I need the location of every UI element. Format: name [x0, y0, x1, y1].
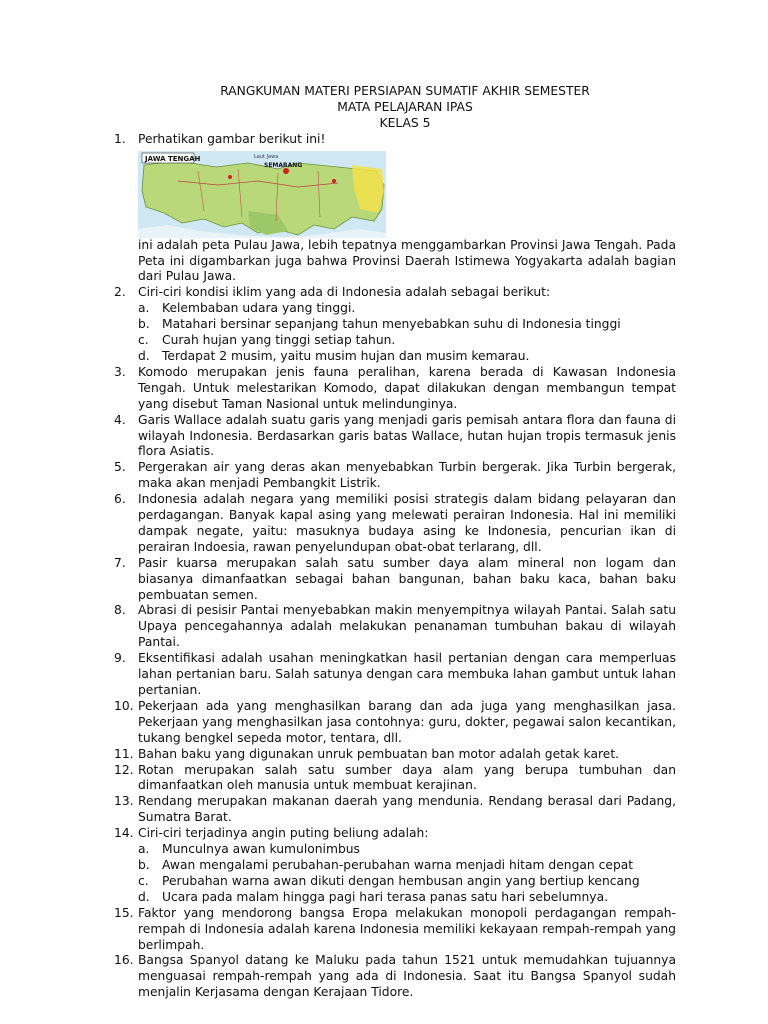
item-number: 1. [114, 131, 126, 146]
item-text: Abrasi di pesisir Pantai menyebabkan makin menyempitnya wilayah Pantai. Salah satu Upaya pencegahannya adalah melakukan penanaman tumbuhan bakau di wilayah Pantai. [138, 603, 676, 650]
sub-text: Awan mengalami perubahan-perubahan warna menjadi hitam dengan cepat [162, 857, 634, 872]
sub-list [138, 301, 676, 365]
sub-item [138, 842, 676, 858]
item-number: 16. [114, 953, 134, 968]
sub-letter: b. [138, 317, 150, 332]
map-row [138, 148, 676, 238]
item-number: 12. [114, 762, 134, 777]
list-item-14 [114, 826, 676, 906]
sub-text: Kelembaban udara yang tinggi. [162, 301, 356, 316]
map-title-label: JAWA TENGAH [145, 154, 201, 163]
item-number: 3. [114, 364, 126, 379]
sub-item [138, 301, 676, 317]
sub-letter: a. [138, 301, 150, 316]
sub-list [138, 842, 676, 906]
sub-text: Matahari bersinar sepanjang tahun menyebabkan suhu di Indonesia tinggi [162, 317, 621, 332]
sub-letter: b. [138, 857, 150, 872]
sub-text: Curah hujan yang tinggi setiap tahun. [162, 333, 396, 348]
sub-text: Ucara pada malam hingga pagi hari terasa panas satu hari sebelumnya. [162, 889, 609, 904]
list-item-2 [114, 285, 676, 365]
header-class: KELAS 5 [379, 115, 431, 130]
item-text: Faktor yang mendorong bangsa Eropa melakukan monopoli perdagangan rempah-rempah di Indonesia adalah karena Indonesia memiliki kekayaan rempah-rempah yang berlimpah. [138, 905, 676, 952]
header-subject: MATA PELAJARAN IPAS [337, 99, 473, 114]
item-text: Indonesia adalah negara yang memiliki posisi strategis dalam bidang pelayaran dan perdagangan. Banyak kapal asing yang melewati perairan Indonesia. Hal ini memiliki dampak negate, yaitu: masuknya budaya asing ke Indonesia, pencurian ikan di perairan Indoesia, rawan penyelundupan obat-obat terlarang, dll. [138, 492, 676, 554]
sub-item [138, 890, 676, 906]
list-item-7 [114, 556, 676, 604]
item-text: Perhatikan gambar berikut ini! [138, 131, 326, 146]
map-sea-label: Laut Jawa [254, 153, 279, 160]
item-text: Ciri-ciri kondisi iklim yang ada di Indonesia adalah sebagai berikut: [138, 285, 551, 300]
item-text: Pekerjaan ada yang menghasilkan barang dan ada juga yang menghasilkan jasa. Pekerjaan yang menghasilkan jasa contohnya: guru, dokter, pegawai salon kecantikan, tukang bengkel sepeda motor, tentara, dll. [138, 698, 676, 745]
list-item-10 [114, 699, 676, 747]
list-item-4 [114, 413, 676, 461]
item-number: 15. [114, 905, 134, 920]
item-number: 9. [114, 651, 126, 666]
item-number: 2. [114, 285, 126, 300]
item-number: 13. [114, 794, 134, 809]
item-text: Komodo merupakan jenis fauna peralihan, karena berada di Kawasan Indonesia Tengah. Untuk melestarikan Komodo, dapat dilakukan dengan membangun tempat yang disebut Taman Nasional untuk melindunginya. [138, 364, 676, 411]
sub-letter: d. [138, 889, 150, 904]
item-number: 10. [114, 698, 134, 713]
item-text: Eksentifikasi adalah usahan meningkatkan hasil pertanian dengan cara memperluas lahan pertanian baru. Salah satunya dengan cara membuka lahan gambut untuk lahan pertanian. [138, 651, 676, 697]
sub-item [138, 317, 676, 333]
item-number: 11. [114, 746, 134, 761]
item-text: Ciri-ciri terjadinya angin puting beliung adalah: [138, 826, 429, 841]
item-number: 5. [114, 460, 126, 475]
document-header [114, 84, 676, 132]
sub-item [138, 349, 676, 365]
list-item-9 [114, 651, 676, 699]
list-item-11 [114, 747, 676, 763]
item-text: Garis Wallace adalah suatu garis yang menjadi garis pemisah antara flora dan fauna di wilayah Indonesia. Berdasarkan garis batas Wallace, hutan hujan tropis termasuk jenis flora Asiatis. [138, 412, 676, 459]
map-city-label: SEMARANG [264, 161, 303, 169]
item-text-continued: ini adalah peta Pulau Jawa, lebih tepatnya menggambarkan Provinsi Jawa Tengah. Pada Peta ini digambarkan juga bahwa Provinsi Daerah Istimewa Yogyakarta adalah bagian dari Pulau Jawa. [138, 237, 676, 284]
sub-letter: a. [138, 842, 150, 857]
list-item-15 [114, 906, 676, 954]
item-number: 6. [114, 492, 126, 507]
list-item-1 [114, 132, 676, 286]
item-text: Bahan baku yang digunakan unruk pembuatan ban motor adalah getak karet. [138, 746, 620, 761]
sub-item [138, 333, 676, 349]
sub-letter: c. [138, 333, 149, 348]
item-number: 4. [114, 412, 126, 427]
item-text: Bangsa Spanyol datang ke Maluku pada tahun 1521 untuk memudahkan tujuannya menguasai rempah-rempah yang ada di Indonesia. Saat itu Bangsa Spanyol sudah menjalin Kerjasama dengan Kerajaan Tidore. [138, 953, 676, 1000]
item-text: Pergerakan air yang deras akan menyebabkan Turbin bergerak. Jika Turbin bergerak, maka akan menjadi Pembangkit Listrik. [138, 460, 676, 491]
list-item-16 [114, 953, 676, 1001]
list-item-8 [114, 603, 676, 651]
sub-item [138, 874, 676, 890]
sub-text: Terdapat 2 musim, yaitu musim hujan dan musim kemarau. [162, 348, 530, 363]
sub-item [138, 858, 676, 874]
item-text: Pasir kuarsa merupakan salah satu sumber daya alam mineral non logam dan biasanya dimanfaatkan sebagai bahan bangunan, bahan baku kaca, bahan baku pembuatan semen. [138, 555, 676, 602]
sub-text: Perubahan warna awan dikuti dengan hembusan angin yang bertiup kencang [162, 873, 640, 888]
list-item-6 [114, 492, 676, 556]
list-item-12 [114, 763, 676, 795]
list-item-13 [114, 794, 676, 826]
item-number: 7. [114, 555, 126, 570]
item-text: Rendang merupakan makanan daerah yang mendunia. Rendang berasal dari Padang, Sumatra Barat. [138, 794, 676, 825]
list-item-5 [114, 460, 676, 492]
central-java-map-image [138, 151, 386, 238]
header-title: RANGKUMAN MATERI PERSIAPAN SUMATIF AKHIR SEMESTER [220, 84, 590, 98]
list-item-3 [114, 365, 676, 413]
sub-text: Munculnya awan kumulonimbus [162, 842, 360, 857]
item-number: 8. [114, 603, 126, 618]
sub-letter: d. [138, 348, 150, 363]
item-number: 14. [114, 826, 134, 841]
item-text: Rotan merupakan salah satu sumber daya alam yang berupa tumbuhan dan dimanfaatkan oleh manusia untuk membuat kerajinan. [138, 762, 676, 793]
summary-list [114, 132, 676, 1001]
sub-letter: c. [138, 873, 149, 888]
